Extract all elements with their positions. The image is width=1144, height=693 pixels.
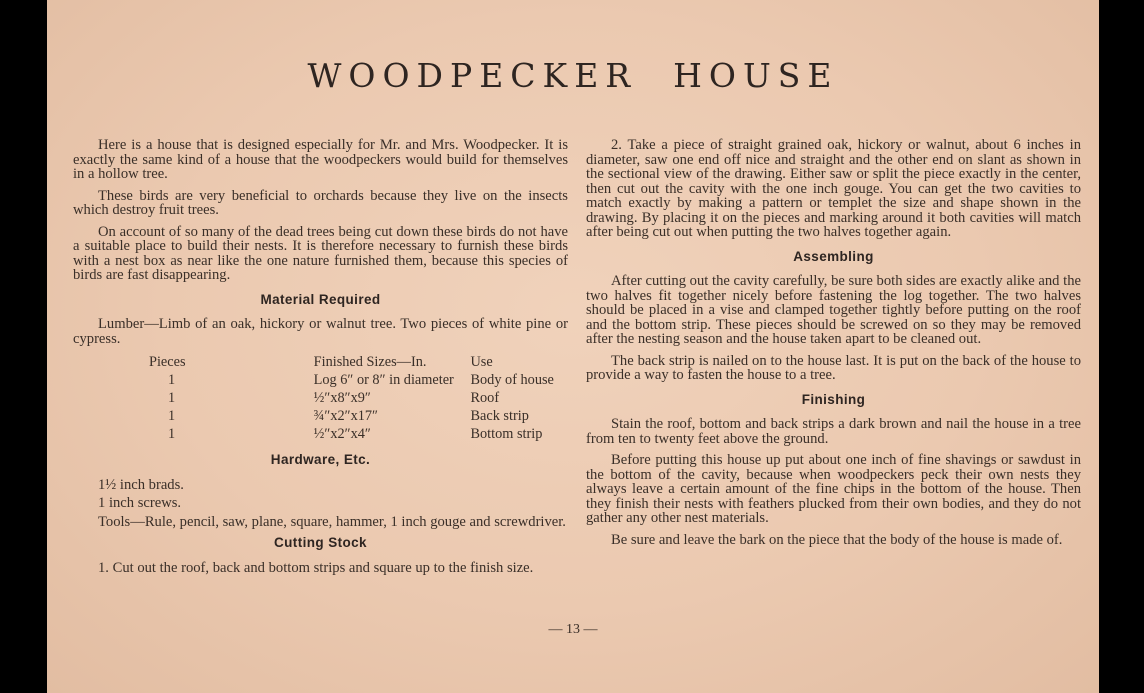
table-cell: 1 xyxy=(168,426,176,442)
table-cell: Roof xyxy=(470,390,500,406)
right-column xyxy=(586,138,1081,554)
paragraph: 2. Take a piece of straight grained oak, hickory or walnut, about 6 inches in diameter, saw one end off nice and straight and the other end on slant as shown in the sectional view of the drawing. Either saw or split the piece exactly in the center, then cut out the cavity with the one inch gouge. You can get the two cavities to match exactly by making a pattern or templet the size and shape shown in the drawing. By placing it on the pieces and marking around it both cavities will match after being cut out when putting the two halves together again. xyxy=(586,137,1081,240)
paragraph: On account of so many of the dead trees being cut down these birds do not have a suitable place to build their nests. It is therefore necessary to furnish these birds with a nest box as near like the one nature furnished them, because this species of birds are fast disappearing. xyxy=(73,223,568,283)
paragraph: After cutting out the cavity carefully, be sure both sides are exactly alike and the two halves fit together nicely before fastening the log together. The two halves should be placed in a vise and clamped together tightly before putting on the roof and the bottom strip. These pieces should be screwed on so they may be removed after the nesting season and the house taken apart to be cleaned out. xyxy=(586,273,1081,347)
paragraph: Stain the roof, bottom and back strips a dark brown and nail the house in a tree from ten to twenty feet above the ground. xyxy=(586,416,1081,447)
hardware-item: 1½ inch brads. xyxy=(98,476,184,493)
table-cell: Log 6″ or 8″ in diameter xyxy=(313,372,454,388)
title-word-2: HOUSE xyxy=(673,56,839,95)
table-row xyxy=(73,425,568,443)
paragraph: Be sure and leave the bark on the piece that the body of the house is made of. xyxy=(611,531,1063,548)
table-cell: 1 xyxy=(168,390,176,406)
section-heading-cutting: Cutting Stock xyxy=(274,535,367,550)
table-row xyxy=(73,389,568,407)
paragraph: The back strip is nailed on to the house last. It is put on the back of the house to provide a way to fasten the house to a tree. xyxy=(586,352,1081,383)
table-cell: ½″x2″x4″ xyxy=(313,426,371,442)
table-cell: ¾″x2″x17″ xyxy=(313,408,378,424)
column-header: Finished Sizes—In. xyxy=(313,354,427,370)
table-cell: Body of house xyxy=(470,372,554,388)
table-cell: Bottom strip xyxy=(470,426,543,442)
table-cell: Back strip xyxy=(470,408,529,424)
table-cell: ½″x8″x9″ xyxy=(313,390,371,406)
hardware-item: 1 inch screws. xyxy=(98,495,182,511)
paragraph: These birds are very beneficial to orchards because they live on the insects which destroy fruit trees. xyxy=(73,187,568,218)
section-heading-assembling: Assembling xyxy=(793,248,874,264)
paragraph: Here is a house that is designed especially for Mr. and Mrs. Woodpecker. It is exactly the same kind of a house that the woodpeckers would build for themselves in a hollow tree. xyxy=(73,137,568,182)
table-row xyxy=(73,371,568,389)
table-cell: 1 xyxy=(168,372,176,388)
paragraph: 1. Cut out the roof, back and bottom strips and square up to the finish size. xyxy=(98,559,534,576)
table-cell: 1 xyxy=(168,408,176,424)
section-heading-material: Material Required xyxy=(260,291,381,307)
book-page xyxy=(47,0,1099,693)
title-word-1: WOODPECKER xyxy=(307,56,638,95)
paragraph: Lumber—Limb of an oak, hickory or walnut tree. Two pieces of white pine or cypress. xyxy=(73,316,568,347)
page-title xyxy=(47,56,1099,95)
paragraph: Before putting this house up put about one inch of fine shavings or sawdust in the bottom of the cavity, because when woodpeckers peck their own nests they always leave a certain amount of the fine chips in the bottom of the house. Then they finish their nests with feathers plucked from their own bodies, and they do not gather any other nest materials. xyxy=(586,452,1081,526)
paragraph: Tools—Rule, pencil, saw, plane, square, hammer, 1 inch gouge and screwdriver. xyxy=(98,513,566,530)
table-row xyxy=(73,407,568,425)
left-column xyxy=(73,138,568,582)
page-number: — 13 — xyxy=(548,622,598,637)
materials-table xyxy=(73,353,568,443)
table-header-row xyxy=(73,353,568,371)
section-heading-hardware: Hardware, Etc. xyxy=(270,452,371,467)
section-heading-finishing: Finishing xyxy=(801,391,866,407)
column-header: Pieces xyxy=(149,354,186,370)
column-header: Use xyxy=(470,354,493,370)
